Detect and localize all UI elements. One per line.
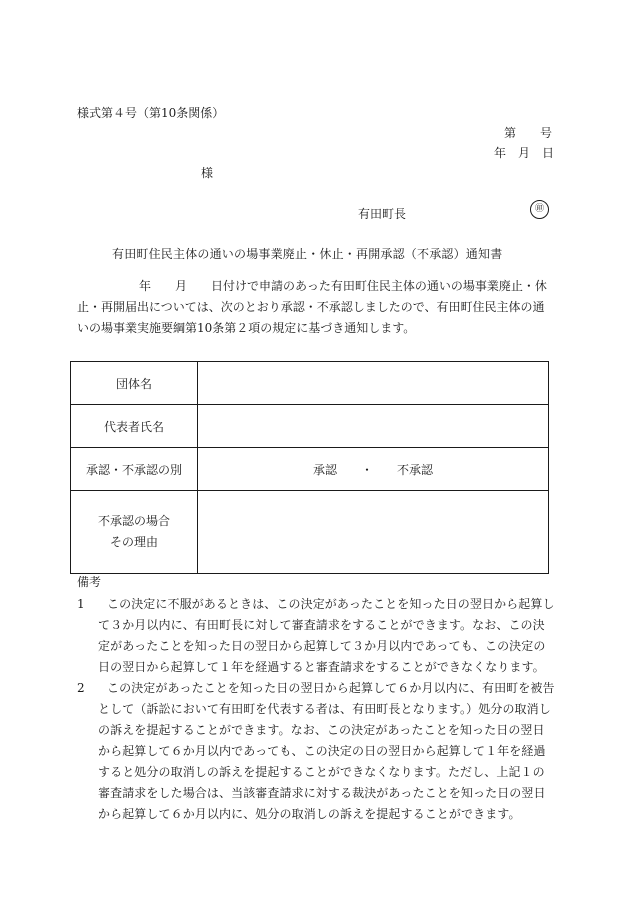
form-id: 様式第４号（第10条関係） xyxy=(77,106,225,120)
table-row xyxy=(71,448,549,491)
representative-value xyxy=(198,405,549,448)
intro-text: 年 月 日付けで申請のあった有田町住民主体の通いの場事業廃止・休止・再開届出については、次のとおり承認・不承認しましたので、有田町住民主体の通いの場事業実施要綱第10条第２項の規定に基づき通知します。 xyxy=(77,279,547,335)
remark-text: この決定に不服があるときは、この決定があったことを知った日の翌日から起算して３か月以内に、有田町長に対して審査請求をすることができます。なお、この決定があったことを知った日の翌日から起算して３か月以内であっても、この決定の日の翌日から起算して１年を経過すると審査請求をすることができなくなります。 xyxy=(98,597,555,674)
remark-number: 1 xyxy=(77,597,85,611)
remark-text: この決定があったことを知った日の翌日から起算して６か月以内に、有田町を被告として（訴訟において有田町を代表する者は、有田町長となります。）処分の取消しの訴えを提起することができます。なお、この決定があったことを知った日の翌日から起算して６か月以内であっても、この決定の日の翌日から起算して１年を経過すると処分の取消しの訴えを提起することができなくなります。ただし、上記１の審査請求をした場合は、当該審査請求に対する裁決があったことを知った日の翌日から起算して６か月以内に、処分の取消しの訴えを提起することができます。 xyxy=(98,681,555,821)
document-date: 年 月 日 xyxy=(494,146,555,160)
remark-item xyxy=(77,594,555,678)
representative-label: 代表者氏名 xyxy=(71,405,198,448)
reason-label xyxy=(71,491,198,574)
group-name-label: 団体名 xyxy=(71,362,198,405)
reason-value xyxy=(198,491,549,574)
seal-icon: ㊞ xyxy=(530,200,549,219)
table-row xyxy=(71,405,549,448)
decision-label: 承認・不承認の別 xyxy=(71,448,198,491)
remark-number: 2 xyxy=(77,681,85,695)
decision-value: 承認 ・ 不承認 xyxy=(198,448,549,491)
reason-label-line-2: その理由 xyxy=(109,535,158,549)
document-number: 第 号 xyxy=(504,126,553,140)
document-title: 有田町住民主体の通いの場事業廃止・休止・再開承認（不承認）通知書 xyxy=(112,247,503,261)
issuer-mayor: 有田町長 xyxy=(358,207,407,221)
table-row xyxy=(71,362,549,405)
addressee: 様 xyxy=(201,166,214,180)
remarks-title: 備考 xyxy=(77,575,102,589)
remark-item xyxy=(77,678,555,825)
group-name-value xyxy=(198,362,549,405)
table-row xyxy=(71,491,549,574)
intro-paragraph xyxy=(77,276,552,339)
detail-table xyxy=(70,361,549,574)
reason-label-line-1: 不承認の場合 xyxy=(97,514,170,528)
